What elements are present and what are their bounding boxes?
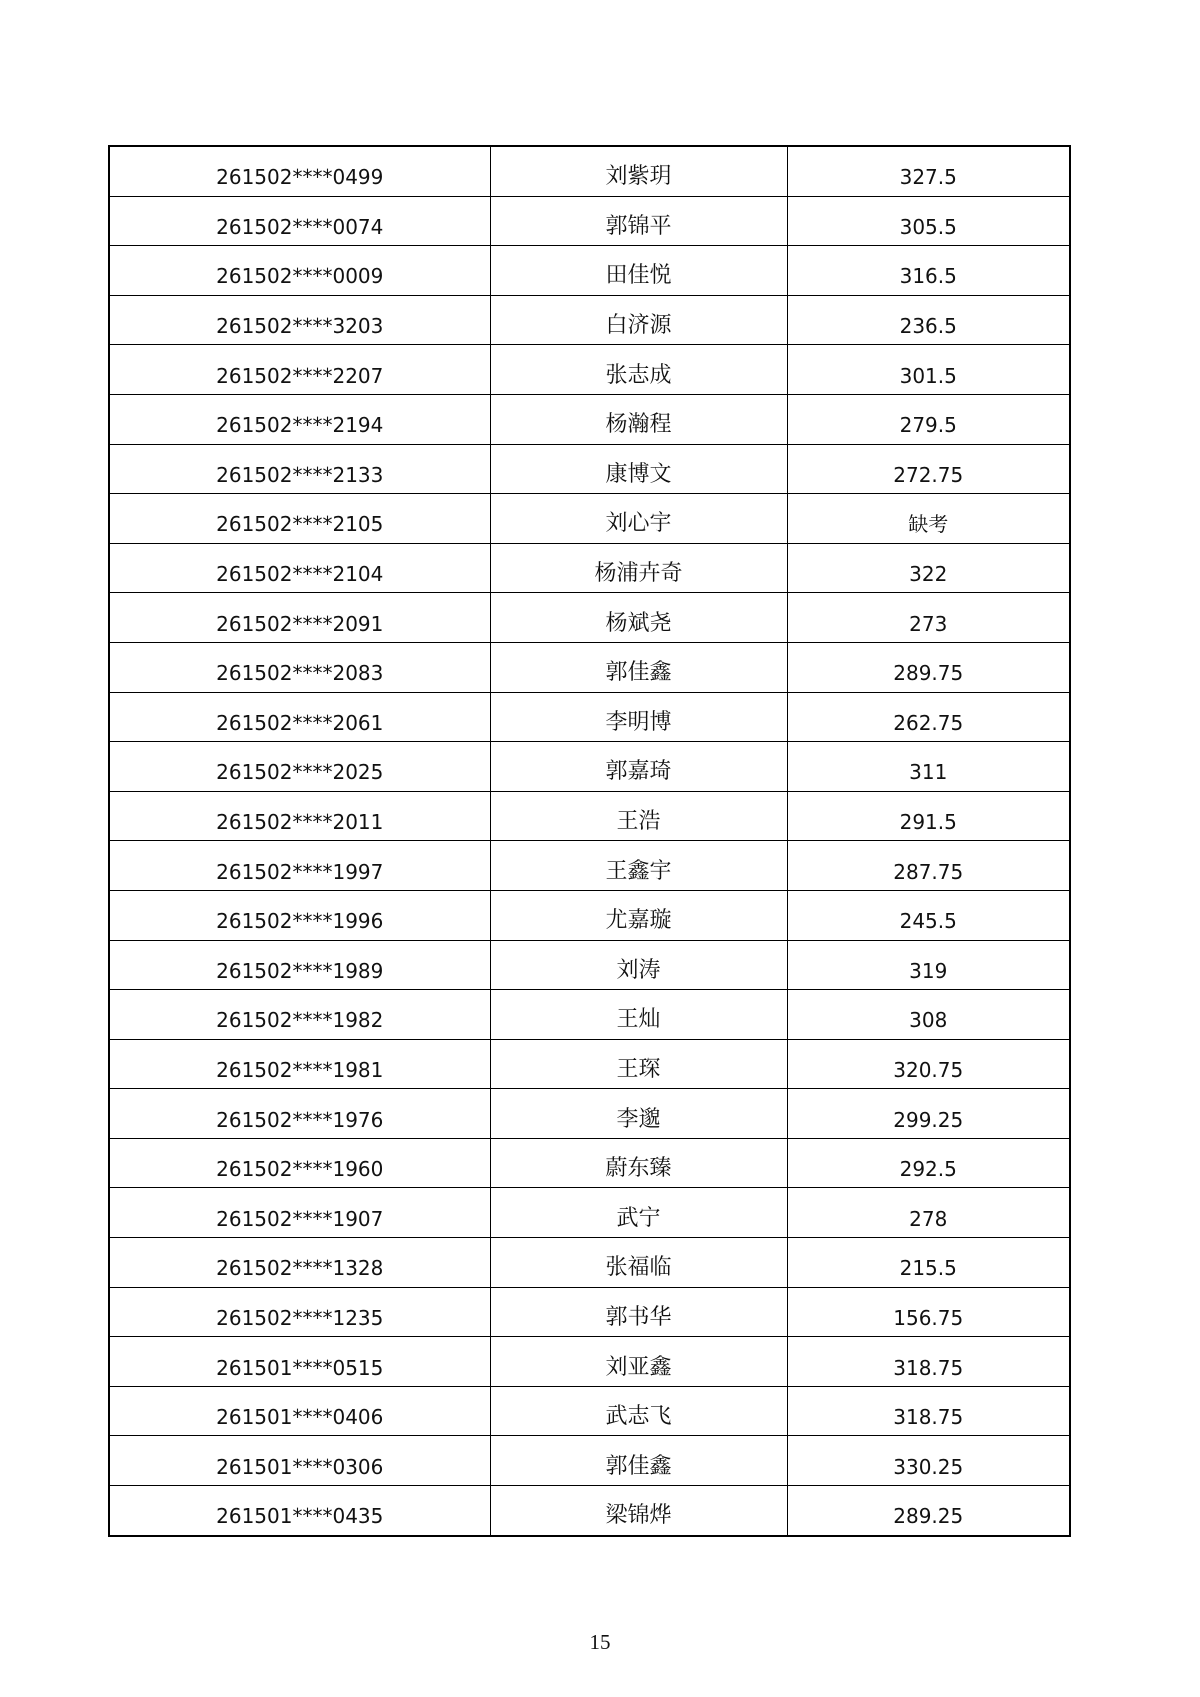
candidate-name-cell — [490, 246, 787, 296]
candidate-id-cell-text: 261502****0499 — [216, 165, 384, 190]
table-row — [109, 246, 1070, 296]
table-row — [109, 1436, 1070, 1486]
table-row — [109, 1486, 1070, 1536]
candidate-score-cell — [787, 1337, 1070, 1387]
candidate-name-cell-text: 杨浦卉奇 — [594, 561, 683, 587]
table-row — [109, 295, 1070, 345]
candidate-score-cell — [787, 692, 1070, 742]
candidate-name-cell — [490, 940, 787, 990]
candidate-score-cell-text: 322 — [909, 562, 948, 587]
candidate-name-cell-text: 郭佳鑫 — [605, 1453, 672, 1479]
candidate-name-cell-text: 王浩 — [616, 809, 661, 835]
candidate-score-cell — [787, 890, 1070, 940]
candidate-name-cell — [490, 543, 787, 593]
candidate-id-cell — [109, 593, 490, 643]
table-row — [109, 1188, 1070, 1238]
table-row — [109, 990, 1070, 1040]
candidate-score-cell-text: 287.75 — [893, 859, 964, 884]
candidate-score-cell — [787, 146, 1070, 196]
table-row — [109, 1337, 1070, 1387]
candidate-id-cell — [109, 1138, 490, 1188]
candidate-score-cell — [787, 1486, 1070, 1536]
candidate-score-cell-text: 236.5 — [899, 314, 957, 339]
candidate-score-cell — [787, 841, 1070, 891]
candidate-name-cell — [490, 295, 787, 345]
candidate-score-cell-text: 215.5 — [899, 1256, 957, 1281]
candidate-score-cell-text: 316.5 — [899, 264, 957, 289]
candidate-score-cell-text: 318.75 — [893, 1405, 964, 1430]
candidate-score-cell — [787, 444, 1070, 494]
table-row — [109, 1039, 1070, 1089]
candidate-id-cell-text: 261502****0009 — [216, 264, 384, 289]
candidate-score-cell — [787, 593, 1070, 643]
candidate-name-cell — [490, 642, 787, 692]
candidate-name-cell — [490, 1138, 787, 1188]
candidate-id-cell — [109, 246, 490, 296]
candidate-score-cell-text: 301.5 — [899, 363, 957, 388]
table-row — [109, 444, 1070, 494]
candidate-name-cell — [490, 1486, 787, 1536]
candidate-score-cell — [787, 246, 1070, 296]
candidate-id-cell — [109, 494, 490, 544]
candidate-id-cell-text: 261501****0435 — [216, 1504, 384, 1529]
candidate-name-cell — [490, 1089, 787, 1139]
candidate-id-cell-text: 261502****1996 — [216, 909, 384, 934]
score-table-body — [109, 146, 1070, 1536]
candidate-name-cell-text: 李明博 — [605, 709, 672, 735]
candidate-score-cell-text: 262.75 — [893, 710, 964, 735]
candidate-id-cell — [109, 444, 490, 494]
candidate-id-cell — [109, 345, 490, 395]
candidate-id-cell — [109, 742, 490, 792]
candidate-name-cell — [490, 593, 787, 643]
candidate-id-cell — [109, 1089, 490, 1139]
candidate-id-cell-text: 261502****1907 — [216, 1206, 384, 1231]
candidate-name-cell — [490, 990, 787, 1040]
candidate-name-cell-text: 梁锦烨 — [605, 1503, 672, 1529]
candidate-name-cell-text: 尤嘉璇 — [605, 908, 672, 934]
candidate-id-cell — [109, 642, 490, 692]
table-row — [109, 146, 1070, 196]
table-row — [109, 543, 1070, 593]
candidate-id-cell-text: 261502****1976 — [216, 1107, 384, 1132]
candidate-name-cell-text: 刘涛 — [616, 957, 661, 983]
candidate-id-cell — [109, 295, 490, 345]
candidate-name-cell-text: 李邈 — [616, 1106, 661, 1132]
candidate-score-cell — [787, 940, 1070, 990]
candidate-score-cell — [787, 742, 1070, 792]
table-row — [109, 593, 1070, 643]
candidate-name-cell-text: 刘亚鑫 — [605, 1354, 672, 1380]
candidate-name-cell-text: 武宁 — [616, 1205, 661, 1231]
candidate-name-cell-text: 王琛 — [616, 1056, 661, 1082]
candidate-score-cell-text: 289.25 — [893, 1504, 964, 1529]
table-row — [109, 890, 1070, 940]
candidate-name-cell-text: 郭嘉琦 — [605, 759, 672, 785]
candidate-id-cell-text: 261502****1981 — [216, 1057, 384, 1082]
candidate-id-cell-text: 261502****2025 — [216, 760, 384, 785]
candidate-score-cell — [787, 394, 1070, 444]
candidate-score-cell-text: 299.25 — [893, 1107, 964, 1132]
candidate-id-cell-text: 261502****1982 — [216, 1008, 384, 1033]
table-row — [109, 196, 1070, 246]
candidate-id-cell-text: 261502****2105 — [216, 512, 384, 537]
candidate-id-cell-text: 261502****2207 — [216, 363, 384, 388]
candidate-id-cell — [109, 890, 490, 940]
candidate-id-cell — [109, 1337, 490, 1387]
candidate-id-cell-text: 261501****0515 — [216, 1355, 384, 1380]
candidate-score-cell-text: 327.5 — [899, 165, 957, 190]
candidate-id-cell-text: 261502****2104 — [216, 562, 384, 587]
candidate-score-cell-text: 245.5 — [899, 909, 957, 934]
candidate-id-cell — [109, 692, 490, 742]
table-row — [109, 1138, 1070, 1188]
candidate-score-cell — [787, 1386, 1070, 1436]
table-row — [109, 494, 1070, 544]
table-row — [109, 742, 1070, 792]
candidate-name-cell — [490, 146, 787, 196]
candidate-score-cell-text: 311 — [909, 760, 948, 785]
candidate-name-cell-text: 张志成 — [605, 362, 672, 388]
table-row — [109, 1287, 1070, 1337]
candidate-score-cell-text: 320.75 — [893, 1057, 964, 1082]
candidate-name-cell-text: 杨斌尧 — [605, 610, 672, 636]
candidate-id-cell — [109, 394, 490, 444]
candidate-name-cell-text: 张福临 — [605, 1255, 672, 1281]
candidate-id-cell-text: 261502****1328 — [216, 1256, 384, 1281]
candidate-score-cell-text: 缺考 — [908, 512, 949, 537]
candidate-id-cell-text: 261502****2091 — [216, 611, 384, 636]
candidate-score-cell — [787, 642, 1070, 692]
candidate-name-cell-text: 武志飞 — [605, 1404, 672, 1430]
candidate-name-cell — [490, 890, 787, 940]
candidate-score-cell — [787, 1039, 1070, 1089]
table-row — [109, 1386, 1070, 1436]
candidate-id-cell-text: 261502****2061 — [216, 710, 384, 735]
candidate-score-cell — [787, 1138, 1070, 1188]
candidate-id-cell-text: 261501****0406 — [216, 1405, 384, 1430]
candidate-name-cell — [490, 1337, 787, 1387]
table-row — [109, 841, 1070, 891]
candidate-name-cell — [490, 791, 787, 841]
candidate-id-cell-text: 261502****1997 — [216, 859, 384, 884]
table-row — [109, 394, 1070, 444]
candidate-id-cell — [109, 1188, 490, 1238]
candidate-score-cell — [787, 1238, 1070, 1288]
candidate-id-cell — [109, 791, 490, 841]
candidate-id-cell — [109, 1039, 490, 1089]
candidate-id-cell-text: 261501****0306 — [216, 1454, 384, 1479]
candidate-name-cell-text: 田佳悦 — [605, 263, 672, 289]
candidate-name-cell-text: 蔚东臻 — [605, 1156, 672, 1182]
candidate-score-cell — [787, 1436, 1070, 1486]
candidate-score-cell-text: 278 — [909, 1206, 948, 1231]
score-table — [108, 145, 1071, 1537]
candidate-name-cell-text: 郭佳鑫 — [605, 660, 672, 686]
candidate-name-cell — [490, 1188, 787, 1238]
candidate-id-cell — [109, 841, 490, 891]
candidate-id-cell-text: 261502****1235 — [216, 1305, 384, 1330]
candidate-score-cell — [787, 1188, 1070, 1238]
candidate-score-cell-text: 330.25 — [893, 1454, 964, 1479]
candidate-id-cell — [109, 990, 490, 1040]
candidate-name-cell-text: 康博文 — [605, 461, 672, 487]
candidate-score-cell — [787, 295, 1070, 345]
candidate-name-cell — [490, 444, 787, 494]
candidate-name-cell — [490, 742, 787, 792]
candidate-score-cell — [787, 543, 1070, 593]
table-row — [109, 642, 1070, 692]
candidate-score-cell-text: 308 — [909, 1008, 948, 1033]
candidate-name-cell — [490, 1287, 787, 1337]
candidate-name-cell — [490, 196, 787, 246]
candidate-id-cell — [109, 1238, 490, 1288]
candidate-id-cell — [109, 1436, 490, 1486]
candidate-id-cell-text: 261502****2083 — [216, 661, 384, 686]
candidate-id-cell — [109, 196, 490, 246]
candidate-name-cell-text: 王鑫宇 — [605, 858, 672, 884]
candidate-score-cell — [787, 1287, 1070, 1337]
table-row — [109, 1238, 1070, 1288]
candidate-id-cell-text: 261502****2194 — [216, 413, 384, 438]
candidate-score-cell — [787, 791, 1070, 841]
candidate-id-cell-text: 261502****3203 — [216, 314, 384, 339]
candidate-name-cell-text: 郭锦平 — [605, 213, 672, 239]
candidate-id-cell — [109, 1386, 490, 1436]
candidate-score-cell-text: 305.5 — [899, 214, 957, 239]
candidate-score-cell-text: 273 — [909, 611, 948, 636]
candidate-score-cell-text: 292.5 — [899, 1157, 957, 1182]
candidate-id-cell — [109, 543, 490, 593]
table-row — [109, 1089, 1070, 1139]
candidate-score-cell-text: 291.5 — [899, 810, 957, 835]
candidate-name-cell-text: 刘心宇 — [605, 511, 672, 537]
candidate-score-cell-text: 289.75 — [893, 661, 964, 686]
candidate-id-cell-text: 261502****0074 — [216, 214, 384, 239]
candidate-score-cell-text: 272.75 — [893, 462, 964, 487]
candidate-name-cell — [490, 1039, 787, 1089]
candidate-score-cell — [787, 345, 1070, 395]
table-row — [109, 940, 1070, 990]
candidate-score-cell — [787, 990, 1070, 1040]
candidate-score-cell-text: 318.75 — [893, 1355, 964, 1380]
candidate-score-cell — [787, 494, 1070, 544]
table-row — [109, 791, 1070, 841]
candidate-id-cell-text: 261502****2133 — [216, 462, 384, 487]
candidate-score-cell — [787, 1089, 1070, 1139]
page-number: 15 — [589, 1630, 611, 1654]
candidate-name-cell-text: 刘紫玥 — [605, 164, 672, 190]
candidate-name-cell — [490, 841, 787, 891]
candidate-name-cell — [490, 1238, 787, 1288]
table-row — [109, 345, 1070, 395]
candidate-name-cell — [490, 692, 787, 742]
candidate-id-cell — [109, 940, 490, 990]
candidate-id-cell-text: 261502****2011 — [216, 810, 384, 835]
table-row — [109, 692, 1070, 742]
candidate-name-cell — [490, 494, 787, 544]
candidate-name-cell-text: 白济源 — [605, 313, 672, 339]
candidate-id-cell — [109, 1287, 490, 1337]
candidate-score-cell — [787, 196, 1070, 246]
candidate-name-cell — [490, 345, 787, 395]
candidate-score-cell-text: 319 — [909, 958, 948, 983]
candidate-name-cell-text: 王灿 — [616, 1007, 661, 1033]
candidate-id-cell — [109, 146, 490, 196]
candidate-id-cell-text: 261502****1989 — [216, 958, 384, 983]
candidate-name-cell — [490, 1386, 787, 1436]
candidate-name-cell-text: 郭书华 — [605, 1304, 672, 1330]
candidate-id-cell — [109, 1486, 490, 1536]
candidate-score-cell-text: 279.5 — [899, 413, 957, 438]
candidate-id-cell-text: 261502****1960 — [216, 1157, 384, 1182]
candidate-name-cell — [490, 1436, 787, 1486]
candidate-score-cell-text: 156.75 — [893, 1305, 964, 1330]
candidate-name-cell-text: 杨瀚程 — [605, 412, 672, 438]
candidate-name-cell — [490, 394, 787, 444]
